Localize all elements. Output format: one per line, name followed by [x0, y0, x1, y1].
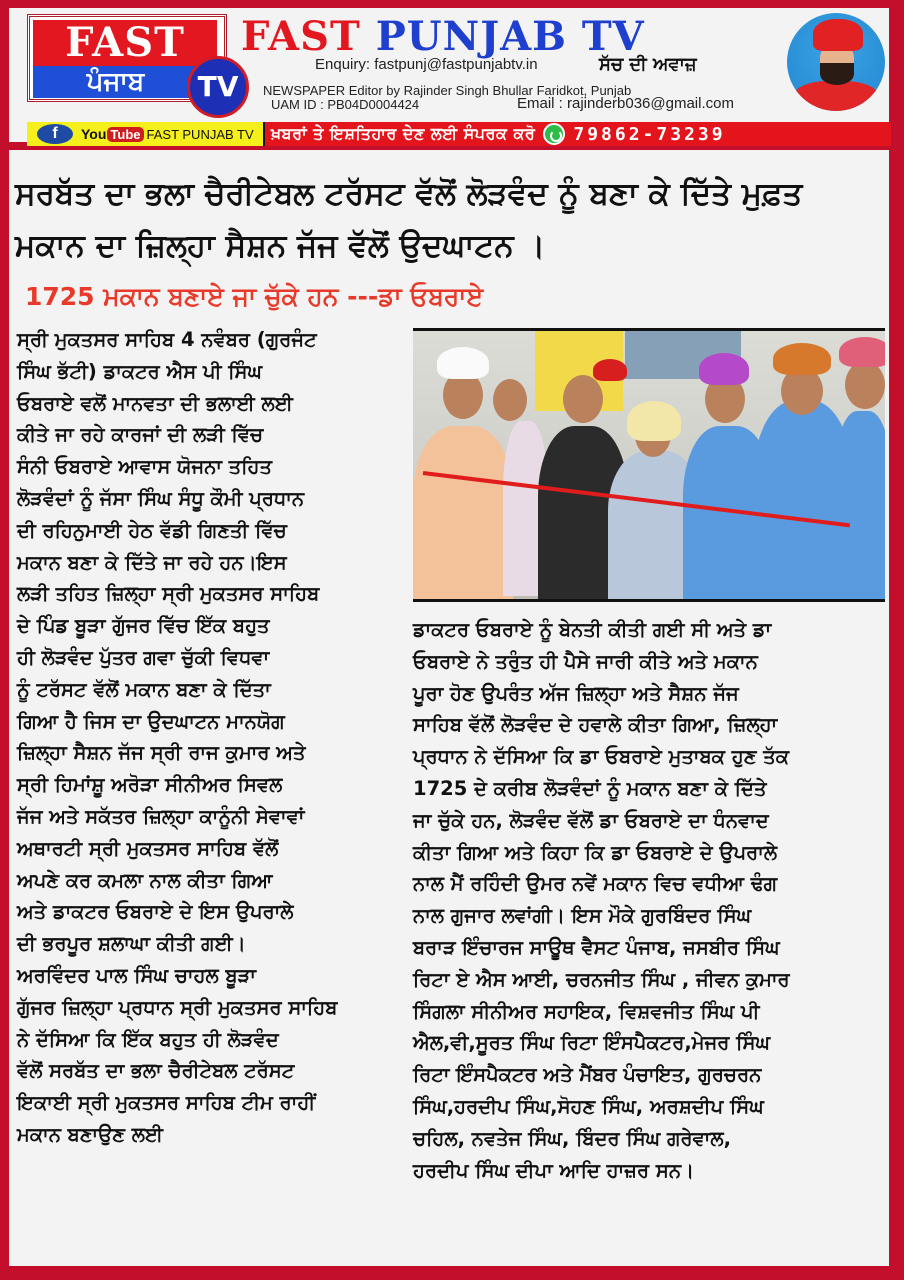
article-text-line: ਗੁੱਜਰ ਜ਼ਿਲ੍ਹਾ ਪ੍ਰਧਾਨ ਸ੍ਰੀ ਮੁਕਤਸਰ ਸਾਹਿਬ [17, 995, 338, 1019]
article-text-line: ਦੀ ਰਹਿਨੁਮਾਈ ਹੇਠ ਵੱਡੀ ਗਿਣਤੀ ਵਿੱਚ [17, 518, 287, 542]
article-text-line: ਲੋੜਵੰਦਾਂ ਨੂੰ ਜੱਸਾ ਸਿੰਘ ਸੰਧੂ ਕੌਮੀ ਪ੍ਰਧਾਨ [17, 486, 305, 510]
article-panel [9, 150, 889, 1266]
whatsapp-icon [543, 123, 565, 145]
article-text-line: ਦੇ ਪਿੰਡ ਬੂੜਾ ਗੁੱਜਰ ਵਿੱਚ ਇੱਕ ਬਹੁਤ [17, 614, 270, 638]
article-text-line: ਵੱਲੋਂ ਸਰਬੱਤ ਦਾ ਭਲਾ ਚੈਰੀਟੇਬਲ ਟਰੱਸਟ [17, 1059, 295, 1083]
masthead [9, 8, 889, 145]
social-bar [27, 122, 263, 146]
article-left-column [17, 324, 405, 1151]
article-text-line: ਸ੍ਰੀ ਹਿਮਾਂਸ਼ੂ ਅਰੋੜਾ ਸੀਨੀਅਰ ਸਿਵਲ [17, 773, 283, 797]
article-text-line: ਜੱਜ ਅਤੇ ਸਕੱਤਰ ਜ਼ਿਲ੍ਹਾ ਕਾਨੂੰਨੀ ਸੇਵਾਵਾਂ [17, 804, 305, 828]
uam-id: UAM ID : PB04D0004424 [271, 97, 420, 112]
article-text-line: ਨਾਲ ਮੈਂ ਰਹਿੰਦੀ ਉਮਰ ਨਵੇਂ ਮਕਾਨ ਵਿਚ ਵਧੀਆ ਢੰਗ [413, 872, 778, 896]
contact-bar [263, 122, 891, 146]
article-text-line: ਹੀ ਲੋੜਵੰਦ ਪੁੱਤਰ ਗਵਾ ਚੁੱਕੀ ਵਿਧਵਾ [17, 645, 270, 669]
fast-punjab-tv-logo [27, 14, 249, 110]
logo-fast-text: FAST [33, 20, 217, 66]
article-text-line: ਅਥਾਰਟੀ ਸ੍ਰੀ ਮੁਕਤਸਰ ਸਾਹਿਬ ਵੱਲੋਂ [17, 836, 279, 860]
article-text-line: ਪੂਰਾ ਹੋਣ ਉਪਰੰਤ ਅੱਜ ਜ਼ਿਲ੍ਹਾ ਅਤੇ ਸੈਸ਼ਨ ਜੱਜ [413, 681, 739, 705]
article-text-line: ਮਕਾਨ ਬਣਾ ਕੇ ਦਿੱਤੇ ਜਾ ਰਹੇ ਹਨ।ਇਸ [17, 550, 287, 574]
article-text-line: ਨੂੰ ਟਰੱਸਟ ਵੱਲੋਂ ਮਕਾਨ ਬਣਾ ਕੇ ਦਿੱਤਾ [17, 677, 271, 701]
youtube-icon-tube: Tube [107, 127, 143, 142]
article-text-line: ਐਲ,ਵੀ,ਸੂਰਤ ਸਿੰਘ ਰਿਟਾ ਇੰਸਪੈਕਟਰ,ਮੇਜਰ ਸਿੰਘ [413, 1031, 770, 1055]
article-text-line: ਦੀ ਭਰਪੂਰ ਸ਼ਲਾਘਾ ਕੀਤੀ ਗਈ। [17, 932, 246, 956]
phone-number: 79862-73239 [573, 123, 726, 145]
headline: ਸਰਬੱਤ ਦਾ ਭਲਾ ਚੈਰੀਟੇਬਲ ਟਰੱਸਟ ਵੱਲੋਂ ਲੋੜਵੰਦ ਨੂੰ ਬਣਾ ਕੇ ਦਿੱਤੇ ਮੁਫ਼ਤ ਮਕਾਨ ਦਾ ਜ਼ਿਲ੍ਹਾ ਸੈਸ਼ਨ ਜੱਜ ਵੱਲੋਂ ਉਦਘਾਟਨ । [15, 176, 803, 264]
logo-punjab-text: ਪੰਜਾਬ [33, 66, 198, 98]
article-text-line: ਰਿਟਾ ਇੰਸਪੈਕਟਰ ਅਤੇ ਮੈਂਬਰ ਪੰਚਾਇਤ, ਗੁਰਚਰਨ [413, 1063, 762, 1087]
article-text-line: ਨੇ ਦੱਸਿਆ ਕਿ ਇੱਕ ਬਹੁਤ ਹੀ ਲੋੜਵੰਦ [17, 1027, 279, 1051]
article-text-line: ਜ਼ਿਲ੍ਹਾ ਸੈਸ਼ਨ ਜੱਜ ਸ੍ਰੀ ਰਾਜ ਕੁਮਾਰ ਅਤੇ [17, 741, 306, 765]
article-right-column [413, 614, 885, 1186]
subheadline: 1725 ਮਕਾਨ ਬਣਾਏ ਜਾ ਚੁੱਕੇ ਹਨ ---ਡਾ ਓਬਰਾਏ [25, 282, 484, 311]
article-text-line: ਪ੍ਰਧਾਨ ਨੇ ਦੱਸਿਆ ਕਿ ਡਾ ਓਬਰਾਏ ਮੁਤਾਬਕ ਹੁਣ ਤੱਕ [413, 745, 790, 769]
youtube-icon-you: You [81, 126, 107, 142]
article-text-line: ਕੀਤੇ ਜਾ ਰਹੇ ਕਾਰਜਾਂ ਦੀ ਲੜੀ ਵਿੱਚ [17, 423, 264, 447]
brand-title-punjab-tv: PUNJAB TV [375, 13, 645, 60]
article-text-line: ਓਬਰਾਏ ਵਲੋਂ ਮਾਨਵਤਾ ਦੀ ਭਲਾਈ ਲਈ [17, 391, 293, 415]
editor-line: NEWSPAPER Editor by Rajinder Singh Bhullar Faridkot, Punjab [263, 83, 632, 98]
tagline: ਸੱਚ ਦੀ ਅਵਾਜ਼ [599, 54, 697, 75]
brand-title-fast: FAST [241, 13, 361, 60]
logo-tv-badge: TV [187, 56, 249, 118]
article-text-line: ਬਰਾੜ ਇੰਚਾਰਜ ਸਾਊਥ ਵੈਸਟ ਪੰਜਾਬ, ਜਸਬੀਰ ਸਿੰਘ [413, 935, 780, 959]
article-text-line: ਸਾਹਿਬ ਵੱਲੋਂ ਲੋੜਵੰਦ ਦੇ ਹਵਾਲੇ ਕੀਤਾ ਗਿਆ, ਜ਼ਿਲ੍ਹਾ [413, 713, 778, 737]
article-text-line: ਹਰਦੀਪ ਸਿੰਘ ਦੀਪਾ ਆਦਿ ਹਾਜ਼ਰ ਸਨ। [413, 1158, 695, 1182]
article-text-line: ਕੀਤਾ ਗਿਆ ਅਤੇ ਕਿਹਾ ਕਿ ਡਾ ਓਬਰਾਏ ਦੇ ਉਪਰਾਲੇ [413, 840, 778, 864]
article-text-line: ਸਿੰਗਲਾ ਸੀਨੀਅਰ ਸਹਾਇਕ, ਵਿਸ਼ਵਜੀਤ ਸਿੰਘ ਪੀ [413, 999, 760, 1023]
contact-text: ਖ਼ਬਰਾਂ ਤੇ ਇਸ਼ਤਿਹਾਰ ਦੇਣ ਲਈ ਸੰਪਰਕ ਕਰੋ [271, 124, 536, 143]
article-text-line: ਅਪਣੇ ਕਰ ਕਮਲਾ ਨਾਲ ਕੀਤਾ ਗਿਆ [17, 868, 273, 892]
article-text-line: ਸਿੰਘ ਭੱਟੀ) ਡਾਕਟਰ ਐਸ ਪੀ ਸਿੰਘ [17, 359, 263, 383]
article-text-line: ਸ੍ਰੀ ਮੁਕਤਸਰ ਸਾਹਿਬ 4 ਨਵੰਬਰ (ਗੁਰਜੰਟ [17, 328, 317, 351]
brand-title [241, 14, 645, 60]
article-text-line: ਓਬਰਾਏ ਨੇ ਤਰੁੰਤ ਹੀ ਪੈਸੇ ਜਾਰੀ ਕੀਤੇ ਅਤੇ ਮਕਾਨ [413, 649, 758, 673]
article-text-line: ਅਰਵਿੰਦਰ ਪਾਲ ਸਿੰਘ ਚਾਹਲ ਬੂੜਾ [17, 963, 256, 987]
article-text-line: ਡਾਕਟਰ ਓਬਰਾਏ ਨੂੰ ਬੇਨਤੀ ਕੀਤੀ ਗਈ ਸੀ ਅਤੇ ਡਾ [413, 618, 772, 641]
editor-email: Email : rajinderb036@gmail.com [517, 95, 734, 112]
facebook-icon: f [37, 124, 73, 144]
article-text-line: ਜਾ ਚੁੱਕੇ ਹਨ, ਲੋੜਵੰਦ ਵੱਲੋਂ ਡਾ ਓਬਰਾਏ ਦਾ ਧੰਨਵਾਦ [413, 808, 769, 832]
article-text-line: 1725 ਦੇ ਕਰੀਬ ਲੋੜਵੰਦਾਂ ਨੂੰ ਮਕਾਨ ਬਣਾ ਕੇ ਦਿੱਤੇ [413, 776, 767, 800]
article-text-line: ਇਕਾਈ ਸ੍ਰੀ ਮੁਕਤਸਰ ਸਾਹਿਬ ਟੀਮ ਰਾਹੀਂ [17, 1091, 316, 1115]
article-text-line: ਮਕਾਨ ਬਣਾਉਣ ਲਈ [17, 1122, 163, 1146]
enquiry-email: Enquiry: fastpunj@fastpunjabtv.in [315, 56, 538, 73]
article-text-line: ਨਾਲ ਗੁਜਾਰ ਲਵਾਂਗੀ। ਇਸ ਮੌਕੇ ਗੁਰਬਿੰਦਰ ਸਿੰਘ [413, 904, 752, 928]
article-text-line: ਰਿਟਾ ਏ ਐਸ ਆਈ, ਚਰਨਜੀਤ ਸਿੰਘ , ਜੀਵਨ ਕੁਮਾਰ [413, 967, 790, 991]
article-text-line: ਲੜੀ ਤਹਿਤ ਜ਼ਿਲ੍ਹਾ ਸ੍ਰੀ ਮੁਕਤਸਰ ਸਾਹਿਬ [17, 582, 320, 606]
article-text-line: ਗਿਆ ਹੈ ਜਿਸ ਦਾ ਉਦਘਾਟਨ ਮਾਨਯੋਗ [17, 709, 285, 733]
article-photo [413, 328, 885, 602]
editor-avatar [787, 13, 885, 111]
article-text-line: ਸਿੰਘ,ਹਰਦੀਪ ਸਿੰਘ,ਸੋਹਣ ਸਿੰਘ, ਅਰਸ਼ਦੀਪ ਸਿੰਘ [413, 1094, 764, 1118]
article-text-line: ਸੰਨੀ ਓਬਰਾਏ ਆਵਾਸ ਯੋਜਨਾ ਤਹਿਤ [17, 455, 272, 479]
article-text-line: ਚਹਿਲ, ਨਵਤੇਜ ਸਿੰਘ, ਬਿੰਦਰ ਸਿੰਘ ਗਰੇਵਾਲ, [413, 1126, 731, 1150]
channel-name: FAST PUNJAB TV [146, 126, 254, 142]
article-text-line: ਅਤੇ ਡਾਕਟਰ ਓਬਰਾਏ ਦੇ ਇਸ ਉਪਰਾਲੇ [17, 900, 294, 924]
